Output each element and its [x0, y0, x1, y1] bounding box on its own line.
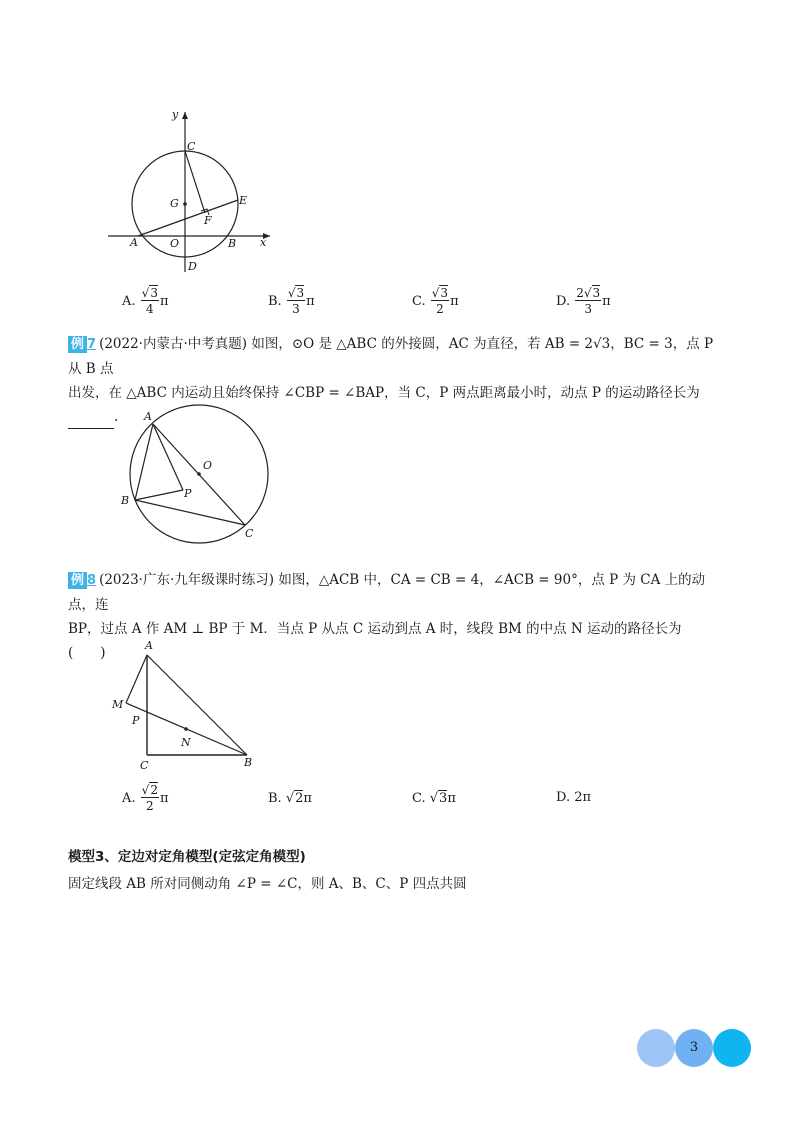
q8-option-c[interactable]: C. √ 3 π — [412, 790, 456, 806]
label-C: C — [140, 759, 149, 772]
page-number: 3 — [689, 1040, 699, 1055]
label-y: y — [172, 108, 179, 121]
label-A: A — [145, 639, 153, 652]
q6-option-c[interactable]: C. $\frac{√3}{2}$ π — [412, 286, 459, 316]
label-E: E — [239, 194, 248, 207]
q6-option-d[interactable]: D. $\frac{2√3}{3}$ π — [556, 286, 611, 316]
example-number: 7 — [87, 337, 97, 352]
fraction: $\frac{√3}{4}$ — [141, 286, 158, 316]
label-A: A — [144, 410, 152, 423]
badge-circle-right — [713, 1029, 751, 1067]
section-heading: 模型3、定边对定角模型(定弦定角模型) — [68, 849, 306, 865]
label-O: O — [170, 237, 180, 250]
label-P: P — [184, 487, 192, 500]
q6-option-b[interactable]: B. $\frac{√3}{3}$ π — [268, 286, 315, 316]
answer-parentheses[interactable]: ( ) — [68, 645, 106, 661]
label-x: x — [260, 236, 267, 249]
figure-circumcircle-triangle — [115, 400, 285, 550]
figure-right-triangle — [105, 635, 265, 780]
example-number: 8 — [87, 573, 97, 588]
q6-option-a[interactable]: A. $\frac{√3}{4}$ π — [122, 286, 169, 316]
fraction: $\frac{√3}{3}$ — [287, 286, 305, 316]
fraction: $\frac{√3}{2}$ — [431, 286, 449, 316]
figure-circle-axes — [100, 100, 290, 280]
label-A: A — [130, 236, 138, 249]
label-F: F — [204, 214, 212, 227]
q8-option-d[interactable]: D. 2π — [556, 790, 592, 805]
label-D: D — [188, 260, 197, 273]
page-badge — [637, 1028, 752, 1068]
section-text: 固定线段 AB 所对同侧动角 ∠P = ∠C，则 A、B、C、P 四点共圆 — [68, 876, 467, 892]
label-B: B — [228, 237, 237, 250]
label-C: C — [187, 140, 196, 153]
example-8-text: 例 8 (2023·广东·九年级课时练习) 如图，△ACB 中，CA = CB = 4，∠ACB = 90°，点 P 为 CA 上的动点，连 BP，过点 A 作 AM ⊥ BP 于 M．当点 P 从点 C 运动到点 A 时，线段 BM 的中点 N 运动的路径长为 ( ) — [68, 568, 728, 665]
example-tag: 例 — [68, 336, 87, 353]
example-7-text: 例 7 (2022·内蒙古·中考真题) 如图，⊙O 是 △ABC 的外接圆，AC 为直径，若 AB = 2√3，BC = 3，点 P 从 B 点 出发，在 △ABC 内运动且始终保持 ∠CBP = ∠BAP，当 C，P 两点距离最小时，动点 P 的运动路径长为 . — [68, 332, 728, 429]
label-P: P — [132, 714, 140, 727]
fraction: $\frac{2√3}{3}$ — [576, 286, 601, 316]
example-tag: 例 — [68, 572, 87, 589]
label-M: M — [112, 698, 124, 711]
label-G: G — [170, 197, 179, 210]
fraction: $\frac{√2}{2}$ — [141, 783, 158, 813]
label-N: N — [181, 736, 191, 749]
q8-option-b[interactable]: B. √ 2 π — [268, 790, 312, 806]
badge-circle-left — [637, 1029, 675, 1067]
label-O: O — [203, 459, 213, 472]
label-B: B — [244, 756, 253, 769]
label-B: B — [121, 494, 130, 507]
answer-blank[interactable] — [68, 414, 114, 429]
q8-option-a[interactable]: A. $\frac{√2}{2}$ π — [122, 783, 169, 813]
label-C: C — [245, 527, 254, 540]
